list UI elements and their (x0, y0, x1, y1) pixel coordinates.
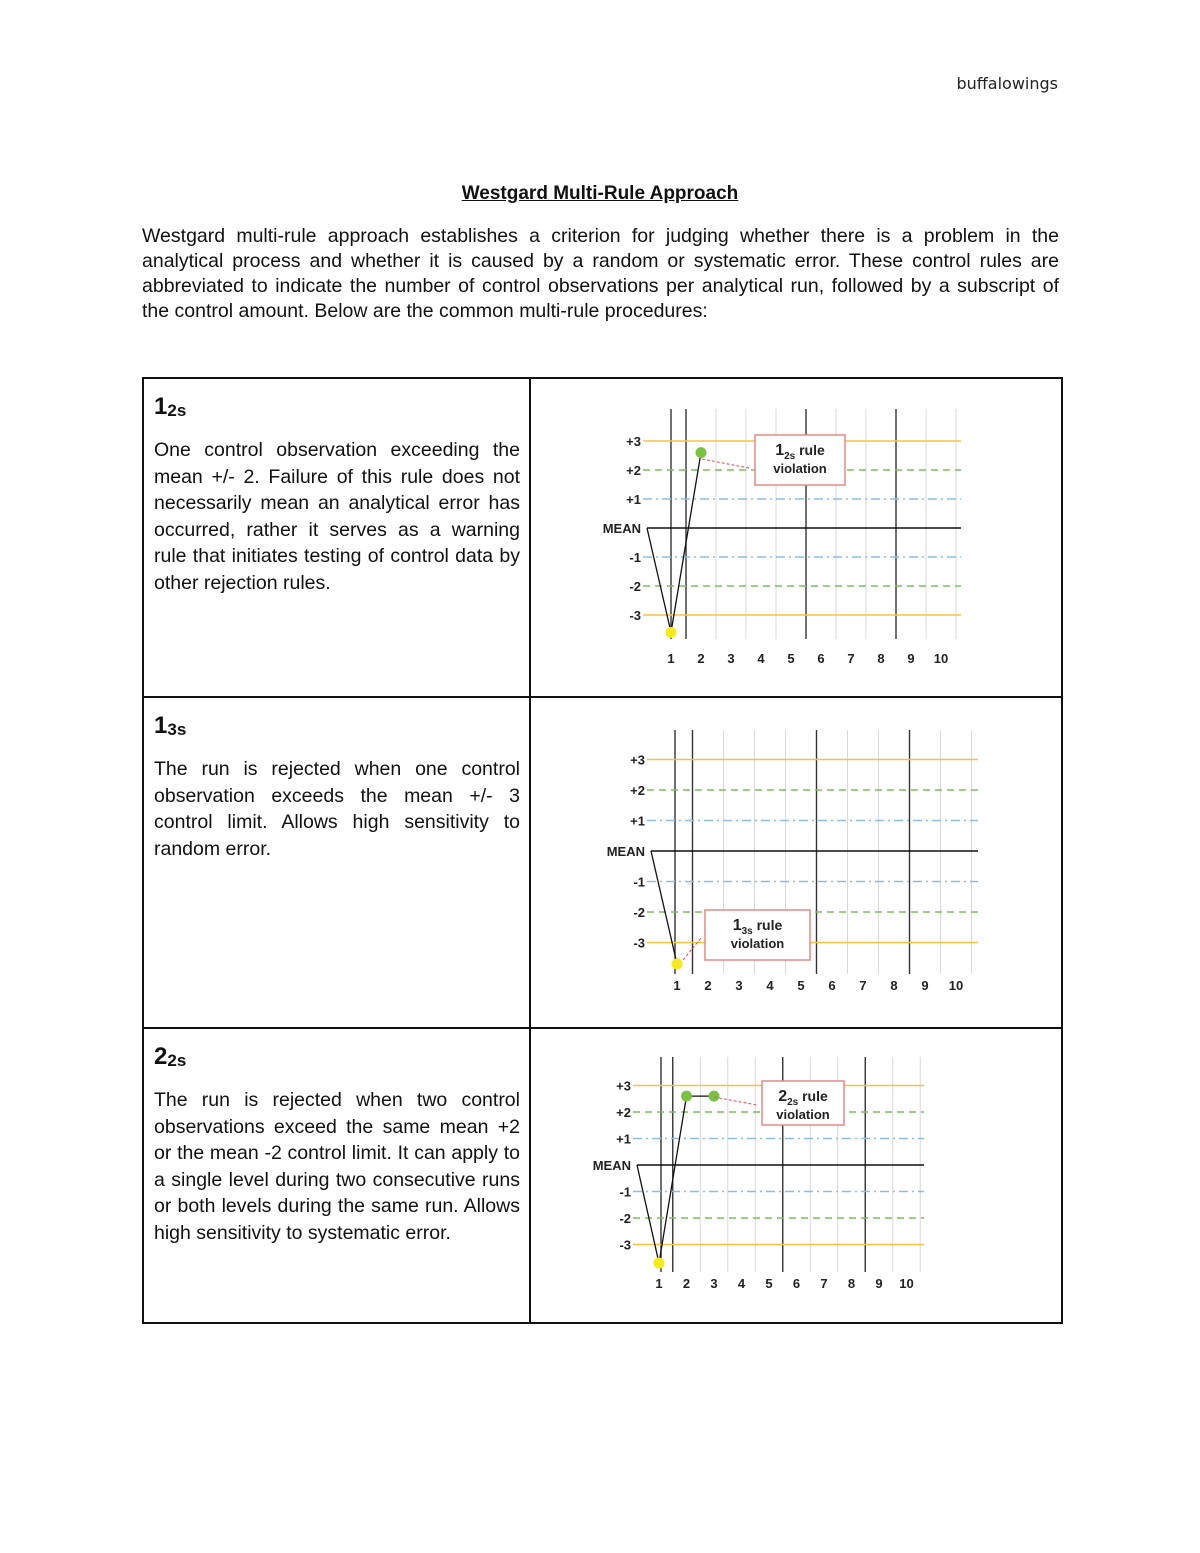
rule-number: 1 (154, 393, 168, 420)
levey-jennings-chart-2-2s (531, 1029, 1059, 1317)
run-label-7: 7 (820, 1276, 828, 1291)
rule-name (154, 712, 529, 740)
minus1-label: -1 (629, 550, 641, 565)
callout-title: $2_{2s}$ rule (778, 1088, 828, 1108)
page-header-username: buffalowings (956, 74, 1058, 93)
run-label-6: 6 (817, 651, 825, 666)
run-label-4: 4 (757, 651, 765, 666)
control-point-run-1 (666, 627, 677, 638)
rule-description: The run is rejected when one control observation exceeds the mean +/- 3 control limit. Allows high sensitivity to random error. (154, 758, 520, 860)
control-point-run-1 (654, 1258, 665, 1269)
rule-row-1-3s (143, 697, 1062, 1028)
minus1-label: -1 (633, 874, 645, 890)
rule-chart-cell (530, 1028, 1062, 1323)
plus3-label: +3 (616, 1078, 631, 1094)
rule-subscript: 2s (167, 401, 187, 420)
control-data-line (637, 1096, 714, 1263)
minus1-label: -1 (619, 1184, 631, 1200)
plus2-label: +2 (626, 463, 641, 478)
callout-title: $1_{2s}$ rule (775, 442, 825, 462)
run-label-5: 5 (797, 978, 805, 993)
rule-description: The run is rejected when two control observations exceed the same mean +2 or the mean -2 control limit. It can apply to a single level during two consecutive runs or both levels during the same run. Allows high sensitivity to systematic error. (154, 1089, 520, 1244)
run-label-8: 8 (890, 978, 898, 993)
mean-label: MEAN (606, 844, 645, 859)
plus1-label: +1 (630, 813, 645, 829)
mean-label: MEAN (602, 521, 641, 536)
plus3-label: +3 (630, 752, 645, 768)
run-label-2: 2 (682, 1276, 691, 1291)
rule-chart-cell (530, 378, 1062, 697)
minus3-label: -3 (629, 608, 641, 623)
run-label-4: 4 (766, 978, 774, 993)
plus3-label: +3 (626, 434, 641, 449)
run-label-5: 5 (787, 651, 795, 666)
callout-leader-line (702, 459, 749, 468)
callout-violation-label: violation (773, 461, 827, 476)
control-point-run-3 (709, 1091, 720, 1102)
callout-leader-line (714, 1097, 757, 1105)
run-label-3: 3 (735, 978, 743, 993)
rule-text-cell (143, 378, 530, 697)
run-label-4: 4 (737, 1276, 746, 1291)
control-point-run-1 (672, 958, 683, 969)
run-label-1: 1 (667, 651, 675, 666)
rule-text-cell (143, 1028, 530, 1323)
callout-title: $1_{3s}$ rule (732, 917, 783, 937)
run-label-9: 9 (921, 978, 929, 993)
control-point-run-2 (696, 447, 707, 458)
minus2-label: -2 (633, 905, 645, 920)
run-label-7: 7 (859, 978, 867, 993)
minus3-label: -3 (619, 1237, 631, 1253)
plus2-label: +2 (630, 783, 645, 798)
control-point-run-2 (681, 1091, 692, 1102)
run-label-10: 10 (899, 1276, 914, 1291)
rule-number: 1 (154, 712, 168, 739)
minus2-label: -2 (629, 579, 641, 594)
run-label-3: 3 (727, 651, 735, 666)
run-label-1: 1 (655, 1276, 663, 1291)
plus1-label: +1 (616, 1131, 631, 1147)
rule-text-cell (143, 697, 530, 1028)
page-title: Westgard Multi-Rule Approach (461, 183, 739, 204)
callout-violation-label: violation (776, 1107, 830, 1122)
rule-row-1-2s (143, 378, 1062, 697)
run-label-5: 5 (765, 1276, 773, 1291)
rule-name (154, 1043, 529, 1071)
minus2-label: -2 (619, 1211, 631, 1226)
run-label-3: 3 (710, 1276, 718, 1291)
callout-violation-label: violation (730, 936, 785, 951)
levey-jennings-chart-1-2s (531, 379, 1059, 691)
intro-paragraph: Westgard multi-rule approach establishes a criterion for judging whether there is a problem in the analytical process and whether it is caused by a random or systematic error. These control rules are abbreviated to indicate the number of control observations per analytical run, followed by a subscript of the control amount. Below are the common multi-rule procedures: (142, 225, 1059, 322)
run-label-6: 6 (792, 1276, 801, 1291)
run-label-8: 8 (877, 651, 885, 666)
run-label-9: 9 (875, 1276, 883, 1291)
run-label-10: 10 (948, 978, 964, 993)
run-label-7: 7 (847, 651, 855, 666)
rule-subscript: 2s (167, 1051, 187, 1070)
levey-jennings-chart-1-3s (531, 698, 1059, 1022)
rule-name (154, 393, 529, 421)
run-label-9: 9 (907, 651, 915, 666)
rule-number: 2 (154, 1043, 168, 1070)
mean-label: MEAN (592, 1158, 631, 1173)
control-data-line (651, 851, 677, 964)
rule-description: One control observation exceeding the mean +/- 2. Failure of this rule does not necessarily mean an analytical error has occurred, rather it serves as a warning rule that initiates testing of control data by other rejection rules. (154, 439, 520, 594)
control-data-line (647, 453, 701, 633)
run-label-6: 6 (828, 978, 836, 993)
rule-subscript: 3s (167, 720, 187, 739)
run-label-2: 2 (704, 978, 712, 993)
rule-row-2-2s (143, 1028, 1062, 1323)
run-label-1: 1 (673, 978, 681, 993)
plus2-label: +2 (616, 1105, 631, 1120)
run-label-10: 10 (933, 651, 949, 666)
plus1-label: +1 (626, 492, 641, 507)
rules-table (142, 377, 1063, 1324)
rule-chart-cell (530, 697, 1062, 1028)
run-label-8: 8 (847, 1276, 856, 1291)
run-label-2: 2 (697, 651, 705, 666)
minus3-label: -3 (633, 935, 645, 951)
